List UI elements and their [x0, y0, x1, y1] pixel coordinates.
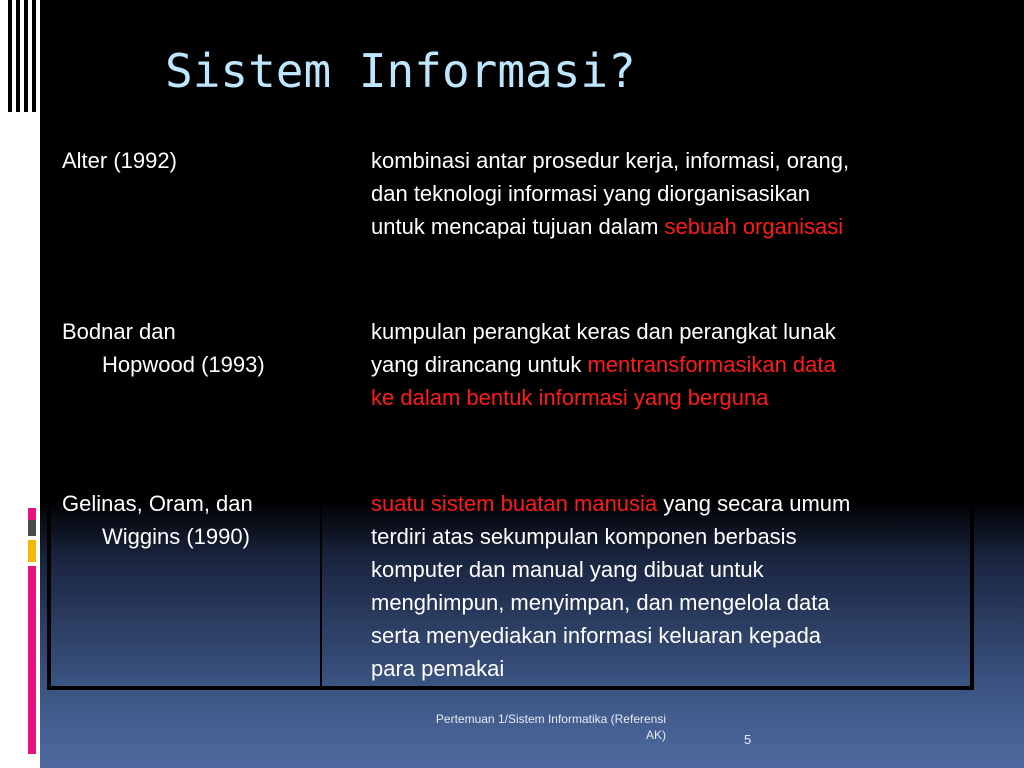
definition-text: yang dirancang untuk [371, 352, 588, 377]
footer-text [360, 711, 666, 743]
author-name: Alter (1992) [62, 148, 177, 173]
author-name-continued: Wiggins (1990) [102, 524, 250, 549]
accent-block-yellow [28, 540, 36, 562]
strip-bar [8, 0, 12, 112]
definition-line: dan teknologi informasi yang diorganisasikan [371, 181, 811, 206]
definition-line [371, 487, 971, 520]
definition-line: kumpulan perangkat keras dan perangkat lunak [371, 319, 836, 344]
accent-block-gray [28, 520, 36, 536]
strip-bar [16, 0, 20, 112]
author-cell [62, 144, 312, 177]
definition-text: untuk mencapai tujuan dalam [371, 214, 665, 239]
strip-bar [32, 0, 36, 112]
definition-text: yang secara umum [657, 491, 851, 516]
strip-bar [24, 0, 28, 112]
author-name: Gelinas, Oram, dan [62, 491, 253, 516]
left-decorative-strip [0, 0, 40, 768]
definition-cell [371, 315, 971, 414]
definition-line [371, 210, 971, 243]
author-cell [62, 487, 312, 553]
definition-line: terdiri atas sekumpulan komponen berbasis [371, 524, 797, 549]
definition-line [371, 348, 971, 381]
definition-line: komputer dan manual yang dibuat untuk [371, 557, 764, 582]
footer-line: Pertemuan 1/Sistem Informatika (Referensi [435, 712, 666, 726]
author-name-continued: Hopwood (1993) [102, 352, 265, 377]
definition-highlight: suatu sistem buatan manusia [371, 491, 658, 516]
footer-line: AK) [645, 728, 666, 742]
definition-cell [371, 144, 971, 243]
definition-highlight: ke dalam bentuk informasi yang berguna [371, 385, 769, 410]
definition-line: serta menyediakan informasi keluaran kepada [371, 623, 822, 648]
definition-line: menghimpun, menyimpan, dan mengelola data [371, 590, 830, 615]
definition-highlight: sebuah organisasi [664, 214, 844, 239]
page-number: 5 [744, 732, 752, 747]
author-cell [62, 315, 312, 381]
definition-line: para pemakai [371, 656, 505, 681]
accent-bar-pink [28, 566, 36, 754]
definition-cell [371, 487, 971, 685]
definition-line: kombinasi antar prosedur kerja, informasi, orang, [371, 148, 850, 173]
table-column-divider [320, 500, 322, 690]
author-name: Bodnar dan [62, 319, 176, 344]
definition-highlight: mentransformasikan data [587, 352, 836, 377]
slide-title: Sistem Informasi? [165, 44, 636, 98]
